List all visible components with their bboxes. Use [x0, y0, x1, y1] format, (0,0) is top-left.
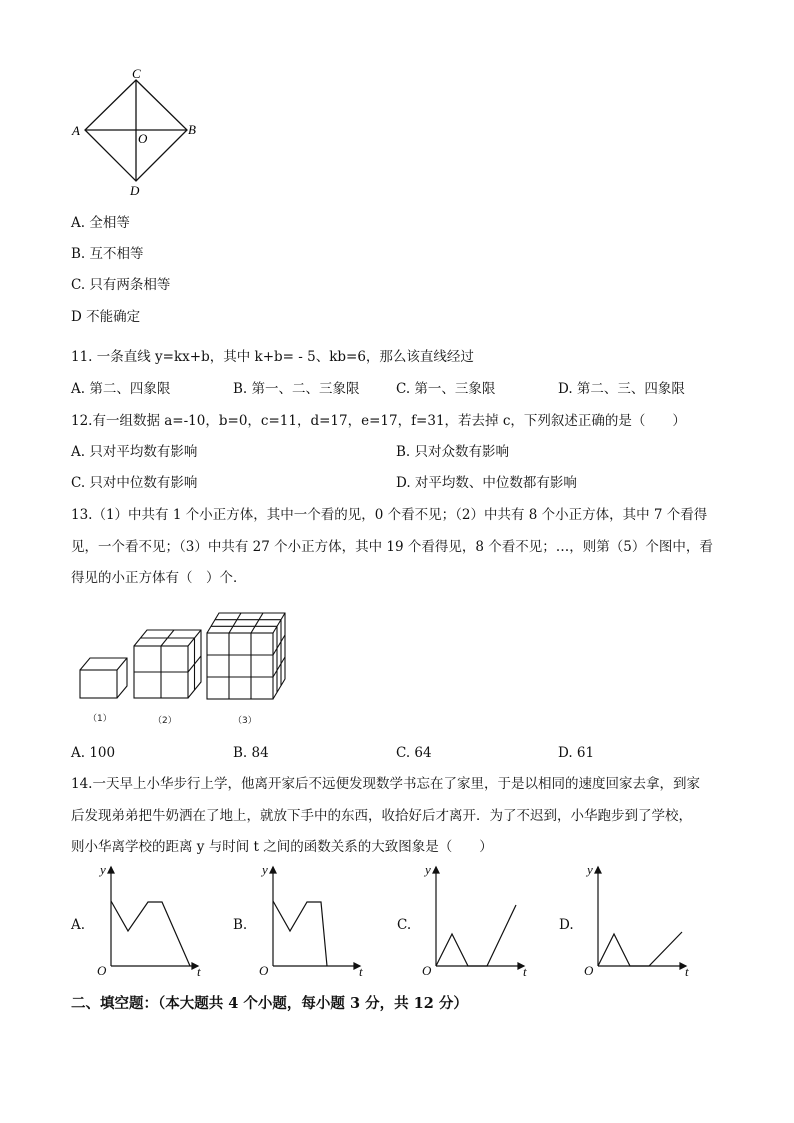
graph-c-plot [396, 858, 546, 980]
q13-option-d[interactable]: D. 61 [558, 745, 595, 761]
graph-a-origin-label: O [97, 963, 107, 978]
q12-option-c[interactable]: C. 只对中位数有影响 [71, 475, 198, 491]
q10-option-d[interactable]: D 不能确定 [71, 309, 141, 325]
vertex-label-o: O [138, 131, 148, 146]
q13-option-b[interactable]: B. 84 [233, 745, 269, 761]
q11-option-a[interactable]: A. 第二、四象限 [71, 381, 171, 397]
q14-stem-line-2: 后发现弟弟把牛奶洒在了地上，就放下手中的东西，收拾好后才离开．为了不迟到，小华跑步到了学校， [71, 808, 692, 824]
q11-stem: 11. 一条直线 y=kx+b，其中 k+b= - 5、kb=6，那么该直线经过 [71, 349, 474, 365]
graph-b-origin-label: O [259, 963, 269, 978]
q12-option-d[interactable]: D. 对平均数、中位数都有影响 [396, 475, 577, 491]
graph-b-plot [232, 858, 382, 980]
q13-stem-line-1: 13.（1）中共有 1 个小正方体，其中一个看的见，0 个看不见；（2）中共有 8 个小正方体，其中 7 个看得 [71, 507, 708, 523]
cube-label-1: （1） [88, 714, 112, 724]
cube-label-2: （2） [153, 716, 177, 726]
graph-a-x-label: t [197, 964, 201, 979]
cubes-figure [76, 608, 296, 708]
section-2-title: 二、填空题：（本大题共 4 个小题，每小题 3 分，共 12 分） [71, 995, 468, 1012]
q12-option-a[interactable]: A. 只对平均数有影响 [71, 444, 198, 460]
cube-2 [134, 630, 201, 698]
q13-stem-line-2: 见，一个看不见；（3）中共有 27 个小正方体，其中 19 个看得见，8 个看不见；…，则第（5）个图中，看 [71, 539, 713, 555]
q13-option-c[interactable]: C. 64 [396, 745, 432, 761]
q14-graph-d[interactable] [558, 858, 708, 980]
vertex-label-c: C [132, 68, 141, 81]
q13-option-a[interactable]: A. 100 [71, 745, 116, 761]
q13-stem-line-3: 得见的小正方体有（ ）个． [71, 570, 247, 586]
cube-1 [80, 658, 127, 698]
graph-a-y-label: y [100, 862, 106, 877]
q12-option-b[interactable]: B. 只对众数有影响 [396, 444, 510, 460]
q14-graph-a-label: A. [71, 917, 86, 933]
q14-stem-line-1: 14.一天早上小华步行上学，他离开家后不远便发现数学书忘在了家里，于是以相同的速度回家去拿，到家 [71, 776, 700, 792]
graph-b-x-label: t [359, 964, 363, 979]
q10-option-c[interactable]: C. 只有两条相等 [71, 277, 171, 293]
graph-c-y-label: y [425, 862, 431, 877]
graph-a-plot [70, 858, 220, 980]
q11-option-d[interactable]: D. 第二、三、四象限 [558, 381, 685, 397]
graph-c-origin-label: O [422, 963, 432, 978]
q14-graph-d-label: D. [559, 917, 574, 933]
q14-graph-a[interactable] [70, 858, 220, 980]
graph-d-origin-label: O [584, 963, 594, 978]
q14-graph-c-label: C. [397, 917, 412, 933]
q14-graph-c[interactable] [396, 858, 546, 980]
vertex-label-d: D [130, 183, 140, 198]
graph-d-y-label: y [587, 862, 593, 877]
graph-d-plot [558, 858, 708, 980]
q10-option-b[interactable]: B. 互不相等 [71, 246, 144, 262]
q14-graph-b[interactable] [232, 858, 382, 980]
graph-b-y-label: y [262, 862, 268, 877]
cube-label-3: （3） [233, 716, 257, 726]
q14-graph-b-label: B. [233, 917, 248, 933]
vertex-label-a: A [72, 123, 80, 138]
vertex-label-b: B [188, 122, 196, 137]
graph-c-x-label: t [523, 964, 527, 979]
q11-option-b[interactable]: B. 第一、二、三象限 [233, 381, 360, 397]
q11-option-c[interactable]: C. 第一、三象限 [396, 381, 496, 397]
q10-option-a[interactable]: A. 全相等 [71, 215, 130, 231]
rhombus-figure [68, 68, 208, 203]
cube-3 [207, 613, 285, 699]
graph-d-x-label: t [685, 964, 689, 979]
q14-stem-line-3: 则小华离学校的距离 y 与时间 t 之间的函数关系的大致图象是（ ） [71, 839, 493, 855]
q12-stem: 12.有一组数据 a=-10，b=0，c=11，d=17，e=17，f=31，若去掉 c，下列叙述正确的是（ ） [71, 413, 686, 429]
